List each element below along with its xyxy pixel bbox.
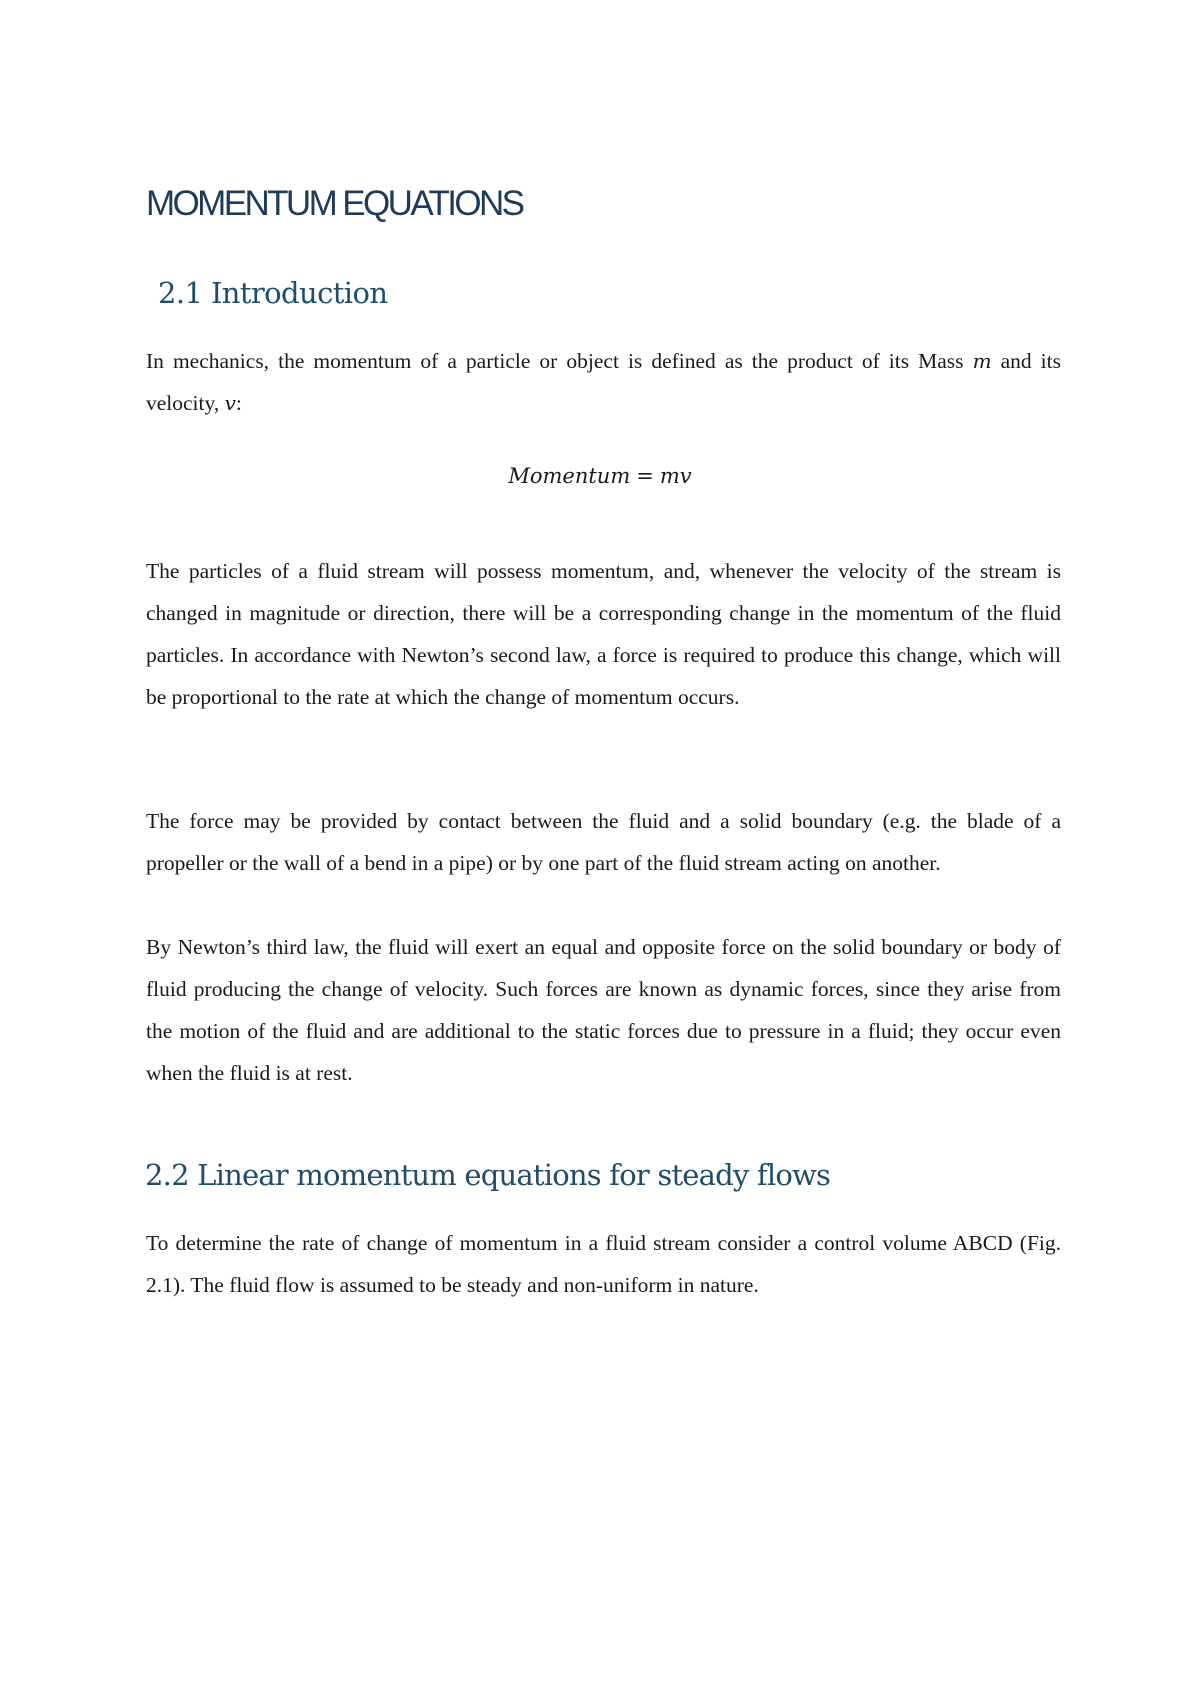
intro-text-part-1: In mechanics, the momentum of a particle or object is defined as the product of its Mass: [146, 349, 973, 373]
equation-rhs: mv: [659, 464, 692, 488]
section-heading-linear-momentum: 2.2 Linear momentum equations for steady flows: [145, 1158, 831, 1192]
document-title: MOMENTUM EQUATIONS: [146, 184, 523, 223]
intro-text-part-2: and its velocity,: [146, 349, 1061, 415]
section-heading-introduction: 2.1 Introduction: [158, 276, 388, 310]
intro-paragraph: [146, 340, 1061, 424]
paragraph-fluid-momentum: The particles of a fluid stream will possess momentum, and, whenever the velocity of the stream is changed in magnitude or direction, there will be a corresponding change in the momentum of the fluid particles. In accordance with Newton’s second law, a force is required to produce this change, which will be proportional to the rate at which the change of momentum occurs.: [146, 559, 1061, 709]
paragraph-control-volume: To determine the rate of change of momentum in a fluid stream consider a control volume ABCD (Fig. 2.1). The fluid flow is assumed to be steady and non-uniform in nature.: [146, 1231, 1061, 1297]
paragraph-newtons-third-law: By Newton’s third law, the fluid will exert an equal and opposite force on the solid boundary or body of fluid producing the change of velocity. Such forces are known as dynamic forces, since they arise from the motion of the fluid and are additional to the static forces due to pressure in a fluid; they occur even when the fluid is at rest.: [146, 935, 1061, 1085]
paragraph-force-contact: The force may be provided by contact between the fluid and a solid boundary (e.g. the blade of a propeller or the wall of a bend in a pipe) or by one part of the fluid stream acting on another.: [146, 809, 1061, 875]
variable-m: m: [972, 349, 992, 373]
intro-text-part-3: :: [235, 391, 242, 415]
equation-lhs: Momentum: [508, 464, 631, 488]
equation-equals-sign: =: [636, 464, 654, 488]
momentum-equation: [0, 464, 1200, 488]
variable-v: v: [224, 391, 236, 415]
